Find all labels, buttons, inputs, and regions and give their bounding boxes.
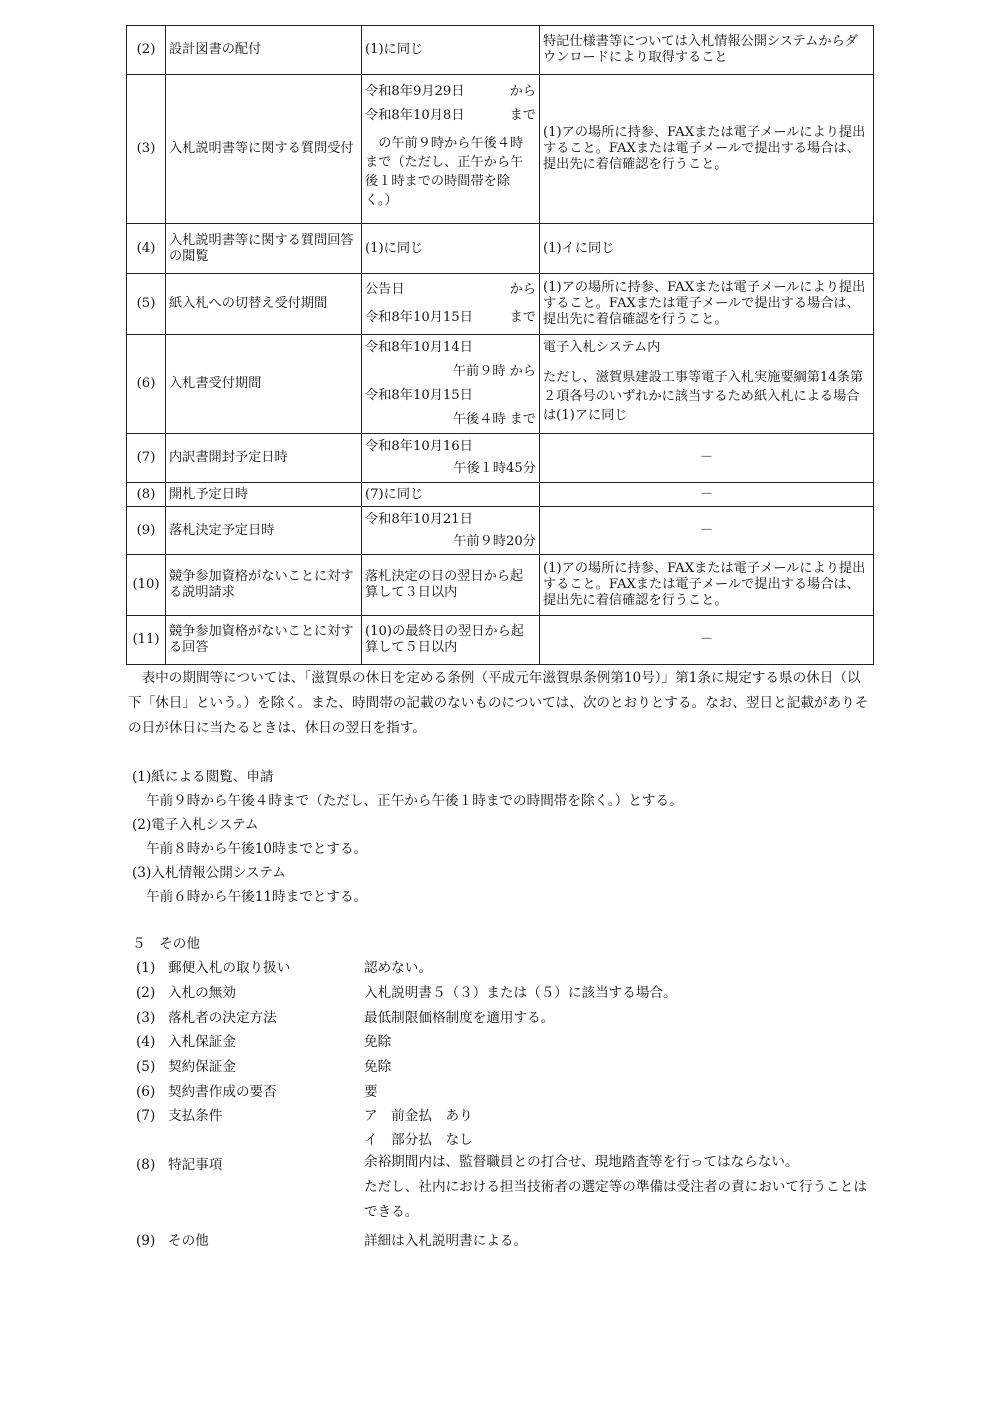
period-line: 令和8年10月8日 まで [365,108,536,123]
table-row [127,555,874,616]
row-period [362,434,540,483]
row-number: (2) [127,26,166,75]
item-number: (5) [136,1059,156,1075]
table-row [127,224,874,274]
table-row [127,507,874,555]
row-period: (1)に同じ [362,224,540,274]
row-number: (8) [127,483,166,507]
row-item: 開札予定日時 [166,483,362,507]
item-label: その他 [168,1233,209,1249]
item-label: 入札保証金 [168,1034,236,1050]
period-line: 令和8年10月21日 [365,511,473,527]
item-value-2: イ 部分払 なし [364,1132,473,1148]
item-value: 余裕期間内は、監督職員との打合せ、現地踏査等を行ってはならない。 [364,1154,799,1170]
row-item: 競争参加資格がないことに対する説明請求 [166,555,362,616]
item-number: (9) [136,1233,156,1249]
row-number: (6) [127,335,166,434]
item-number: (3) [136,1010,156,1026]
notes-item-title: (3)入札情報公開システム [132,865,286,881]
period-line: 令和8年10月15日 [365,388,473,403]
item-value: 認めない。 [364,960,432,976]
period-line: 午前９時20分 [453,533,536,549]
row-note: － [540,507,874,555]
row-note [540,335,874,434]
item-value: ア 前金払 あり [364,1108,473,1124]
item-value-2: ただし、社内における担当技術者の選定等の準備は受注者の責において行うことはできる。 [364,1179,867,1220]
item-number: (2) [136,985,156,1001]
period-line: 令和8年10月14日 [365,340,473,355]
period-line: 午前９時 から [452,364,536,379]
row-item: 落札決定予定日時 [166,507,362,555]
row-note: 特記仕様書等については入札情報公開システムからダウンロードにより取得すること [540,26,874,75]
row-note: － [540,483,874,507]
row-note: (1)アの場所に持参、FAXまたは電子メールにより提出すること。FAXまたは電子メールで提出する場合は、提出先に着信確認を行うこと。 [540,274,874,335]
table-row [127,335,874,434]
item-value: 詳細は入札説明書による。 [364,1233,528,1249]
table-row [127,434,874,483]
row-number: (3) [127,75,166,224]
item-label: 契約書作成の要否 [168,1084,277,1100]
row-item: 入札書受付期間 [166,335,362,434]
row-number: (9) [127,507,166,555]
row-period: (1)に同じ [362,26,540,75]
notes-hours-list [132,765,683,909]
item-label: 郵便入札の取り扱い [168,960,291,976]
section-heading: ５ その他 [132,936,200,952]
row-item: 入札説明書等に関する質問回答の閲覧 [166,224,362,274]
table-row [127,483,874,507]
period-line: 午後４時 まで [452,412,536,427]
item-label: 落札者の決定方法 [168,1010,277,1026]
item-label: 特記事項 [168,1157,223,1173]
row-period [362,335,540,434]
row-item: 内訳書開封予定日時 [166,434,362,483]
row-period: (7)に同じ [362,483,540,507]
period-line: 令和8年10月16日 [365,439,473,454]
row-item: 設計図書の配付 [166,26,362,75]
row-item: 紙入札への切替え受付期間 [166,274,362,335]
item-number: (4) [136,1034,156,1050]
note-line: ただし、滋賀県建設工事等電子入札実施要綱第14条第２項各号のいずれかに該当するため紙入札による場合は(1)アに同じ [543,370,864,423]
table-row [127,616,874,665]
row-note: － [540,434,874,483]
period-line: 令和8年9月29日 から [365,84,536,99]
table-row [127,26,874,75]
period-line: 令和8年10月15日 まで [365,310,536,325]
item-number: (1) [136,960,156,976]
period-time: の午前９時から午後４時まで（ただし、正午から午後１時までの時間帯を除く。） [365,136,524,208]
row-period: (10)の最終日の翌日から起算して５日以内 [362,616,540,665]
item-number: (6) [136,1084,156,1100]
row-note: (1)アの場所に持参、FAXまたは電子メールにより提出すること。FAXまたは電子メールで提出する場合は、提出先に着信確認を行うこと。 [540,555,874,616]
item-value: 最低制限価格制度を適用する。 [364,1010,555,1026]
schedule-table [126,25,874,665]
row-note: － [540,616,874,665]
row-note: (1)イに同じ [540,224,874,274]
notes-item-title: (1)紙による閲覧、申請 [132,769,274,785]
notes-item-text: 午前６時から午後11時までとする。 [146,889,368,905]
row-number: (11) [127,616,166,665]
row-period [362,274,540,335]
item-value: 要 [364,1084,378,1100]
row-number: (4) [127,224,166,274]
item-label: 契約保証金 [168,1059,236,1075]
table-row [127,75,874,224]
period-line: 公告日 から [365,282,536,297]
item-label: 入札の無効 [168,985,236,1001]
notes-item-text: 午前９時から午後４時まで（ただし、正午から午後１時までの時間帯を除く。）とする。 [146,793,683,809]
row-number: (10) [127,555,166,616]
item-number: (7) [136,1108,156,1124]
item-value: 入札説明書５（３）または（５）に該当する場合。 [364,985,677,1001]
row-period [362,75,540,224]
item-number: (8) [136,1157,156,1173]
note-line: 電子入札システム内 [543,340,661,355]
row-number: (5) [127,274,166,335]
row-item: 入札説明書等に関する質問受付 [166,75,362,224]
row-note: (1)アの場所に持参、FAXまたは電子メールにより提出すること。FAXまたは電子メールで提出する場合は、提出先に着信確認を行うこと。 [540,75,874,224]
notes-paragraph: 表中の期間等については、「滋賀県の休日を定める条例（平成元年滋賀県条例第10号）」第1条に規定する県の休日（以下「休日」という。）を除く。また、時間帯の記載のないものについては、次のとおりとする。なお、翌日と記載がありその日が休日に当たるときは、休日の翌日を指す。 [128,670,869,736]
item-value: 免除 [364,1059,392,1075]
period-line: 午後１時45分 [453,461,536,476]
row-period: 落札決定の日の翌日から起算して３日以内 [362,555,540,616]
notes-item-text: 午前８時から午後10時までとする。 [146,841,368,857]
item-value: 免除 [364,1034,392,1050]
notes-item-title: (2)電子入札システム [132,817,259,833]
row-number: (7) [127,434,166,483]
row-period [362,507,540,555]
row-item: 競争参加資格がないことに対する回答 [166,616,362,665]
item-label: 支払条件 [168,1108,223,1124]
table-row [127,274,874,335]
